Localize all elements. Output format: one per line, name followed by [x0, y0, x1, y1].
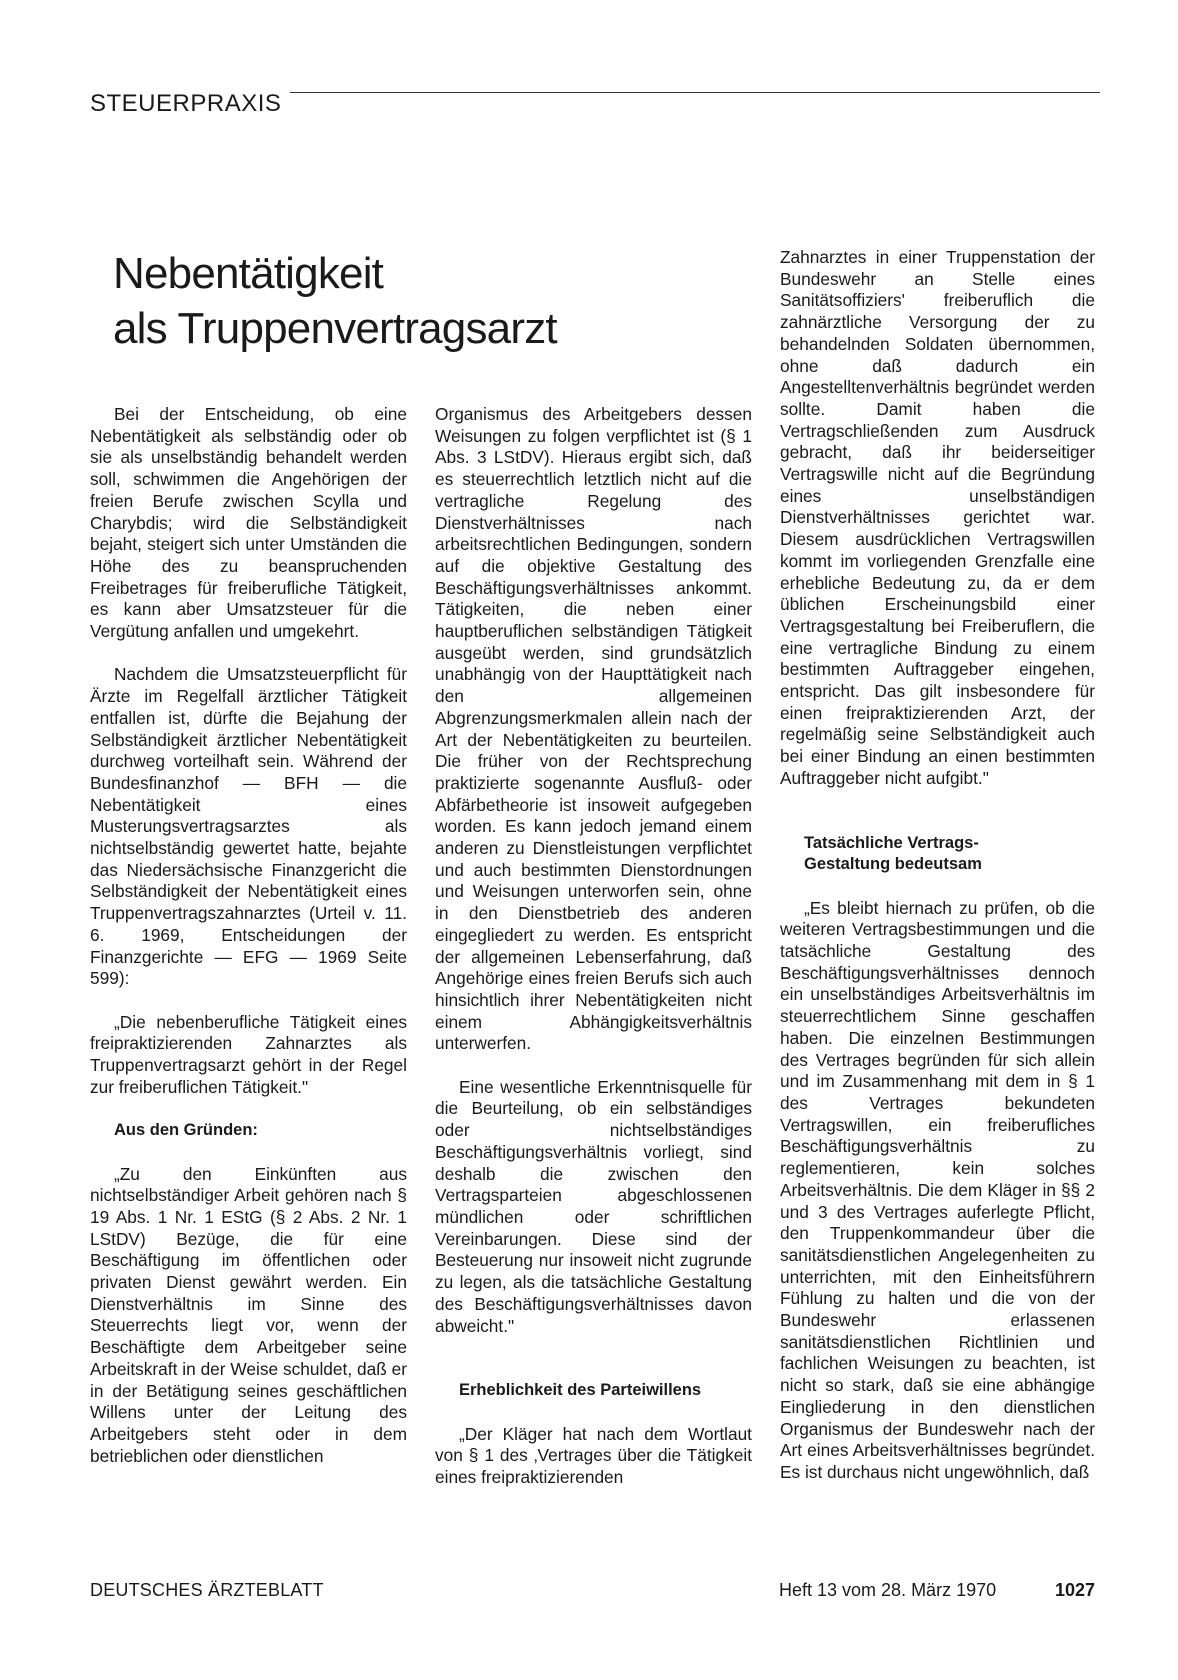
title-line-1: Nebentätigkeit	[113, 249, 384, 298]
page-number: 1027	[1055, 1580, 1096, 1600]
paragraph-spacer	[90, 1098, 407, 1120]
paragraph-spacer	[90, 1142, 407, 1164]
paragraph: „Zu den Einkünften aus nichtselbständiger Arbeit gehören nach § 19 Abs. 1 Nr. 1 EStG (§ 2 Abs. 2 Nr. 1 LStDV) Bezüge, die für eine Beschäftigung im öffentlichen oder privaten Dienst gewährt werden. Ein Dienstverhältnis im Sinne des Steuerrechts liegt vor, wenn der Beschäftigte dem Arbeitgeber seine Arbeitskraft in der Weise schuldet, daß er in der Betätigung seines geschäftlichen Willens unter der Leitung des Arbeitgebers steht oder in dem betrieblichen oder dienstlichen	[90, 1163, 407, 1466]
subheading: Aus den Gründen:	[114, 1121, 258, 1140]
paragraph: „Der Kläger hat nach dem Wortlaut von § 1 des ‚Vertrages über die Tätigkeit eines freipraktizierenden	[435, 1423, 752, 1488]
article-title	[113, 246, 557, 356]
title-line-2: als Truppenvertragsarzt	[113, 304, 557, 353]
paragraph-spacer	[90, 990, 407, 1012]
paragraph-spacer	[435, 1055, 752, 1077]
column-2	[435, 404, 752, 1489]
subheading: Erheblichkeit des Parteiwillens	[459, 1381, 702, 1400]
paragraph: „Es bleibt hiernach zu prüfen, ob die weiteren Vertragsbestimmungen und die tatsächliche Gestaltung des Beschäftigungsverhältnisses dennoch ein unselbständiges Arbeitsverhältnis im steuerrechtlichem Sinne geschaffen haben. Die einzelnen Bestimmungen des Vertrages begründen für sich allein und im Zusammenhang mit dem in § 1 des Vertrages bekundeten Vertragswillen, ein freiberufliches Beschäftigungsverhältnis zu reglementieren, kein solches Arbeitsverhältnis. Die dem Kläger in §§ 2 und 3 des Vertrages auferlegte Pflicht, den Truppenkommandeur über die sanitätsdienstlichen Angelegenheiten zu unterrichten, mit den Einheitsführern Fühlung zu halten und die von der Bundeswehr erlassenen sanitätsdienstlichen Richtlinien und fachlichen Weisungen zu beachten, ist nicht so stark, daß sie eine abhängige Eingliederung in den dienstlichen Organismus der Bundeswehr nach der Art eines Arbeitsverhältnisses begründet. Es ist durchaus nicht ungewöhnlich, daß	[780, 897, 1095, 1482]
paragraph: Zahnarztes in einer Truppenstation der Bundeswehr an Stelle eines Sanitätsoffiziers' freiberuflich die zahnärztliche Versorgung der zu behandelnden Soldaten übernommen, ohne daß dadurch ein Angestelltenverhältnis begründet werden sollte. Damit haben die Vertragschließenden zum Ausdruck gebracht, daß ihr beiderseitiger Vertragswille nicht auf die Begründung eines unselbständigen Dienstverhältnisses gerichtet war. Diesem ausdrücklichen Vertragswillen kommt im vorliegenden Grenzfalle eine erhebliche Bedeutung zu, da er dem üblichen Erscheinungsbild einer Vertragsgestaltung bei Freiberuflern, die eine vertragliche Bindung zu einem bestimmten Auftraggeber eingehen, entspricht. Das gilt insbesondere für einen freipraktizierenden Arzt, der regelmäßig seine Selbständigkeit auch bei einer Bindung an einen bestimmten Auftraggeber nicht aufgibt."	[780, 247, 1095, 788]
paragraph-spacer	[435, 1337, 752, 1380]
paragraph-spacer	[780, 876, 1095, 898]
quote-paragraph: „Die nebenberufliche Tätigkeit eines freipraktizierenden Zahnarztes als Truppenvertragsarzt gehört in der Regel zur freiberuflichen Tätigkeit."	[90, 1011, 407, 1097]
section-label: STEUERPRAXIS	[90, 90, 282, 117]
subheading-line-2: Gestaltung bedeutsam	[804, 855, 982, 874]
paragraph: Bei der Entscheidung, ob eine Nebentätigkeit als selbständig oder ob sie als unselbständig behandelt werden soll, schwimmen die Angehörigen der freien Berufe zwischen Scylla und Charybdis; wird die Selbständigkeit bejaht, steigert sich unter Umständen die Höhe des zu beanspruchenden Freibetrages für freiberufliche Tätigkeit, es kann aber Umsatzsteuer für die Vergütung anfallen und umgekehrt.	[90, 404, 407, 642]
paragraph-spacer	[780, 790, 1095, 833]
column-3	[780, 247, 1095, 1484]
paragraph: Organismus des Arbeitgebers dessen Weisungen zu folgen verpflichtet ist (§ 1 Abs. 3 LStDV). Hieraus ergibt sich, daß es steuerrechtlich letztlich nicht auf die vertragliche Regelung des Dienstverhältnisses nach arbeitsrechtlichen Bedingungen, sondern auf die objektive Gestaltung des Beschäftigungsverhältnisses ankommt. Tätigkeiten, die neben einer hauptberuflichen selbständigen Tätigkeit ausgeübt werden, sind grundsätzlich unabhängig von der Haupttätigkeit nach den allgemeinen Abgrenzungsmerkmalen allein nach der Art der Nebentätigkeiten zu beurteilen. Die früher von der Rechtsprechung praktizierte sogenannte Ausfluß- oder Abfärbetheorie ist insoweit aufgegeben worden. Es kann jedoch jemand einem anderen zu Dienstleistungen verpflichtet und auch bestimmten Dienstordnungen und Weisungen unterworfen sein, ohne in den Dienstbetrieb des anderen eingegliedert zu werden. Es entspricht der allgemeinen Lebenserfahrung, daß Angehörige eines freien Berufs sich auch hinsichtlich ihrer Nebentätigkeiten nicht einem Abhängigkeitsverhältnis unterwerfen.	[435, 404, 752, 1054]
header-rule	[290, 92, 1100, 93]
publication-name: DEUTSCHES ÄRZTEBLATT	[90, 1580, 324, 1600]
paragraph: Nachdem die Umsatzsteuerpflicht für Ärzte im Regelfall ärztlicher Tätigkeit entfallen ist, dürfte die Bejahung der Selbständigkeit ärztlicher Nebentätigkeit durchweg vorteilhaft sein. Während der Bundesfinanzhof — BFH — die Nebentätigkeit eines Musterungsvertragsarztes als nichtselbständig gewertet hatte, bejahte das Niedersächsische Finanzgericht die Selbständigkeit der Nebentätigkeit eines Truppenvertragszahnarztes (Urteil v. 11. 6. 1969, Entscheidungen der Finanzgerichte — EFG — 1969 Seite 599):	[90, 664, 407, 989]
paragraph-spacer	[90, 643, 407, 665]
column-1	[90, 404, 407, 1467]
issue-info: Heft 13 vom 28. März 1970	[779, 1580, 997, 1600]
subheading-line-1: Tatsächliche Vertrags-	[804, 833, 979, 852]
subheading	[780, 833, 1095, 876]
paragraph-spacer	[435, 1402, 752, 1424]
paragraph: Eine wesentliche Erkenntnisquelle für die Beurteilung, ob ein selbständiges oder nichtselbständiges Beschäftigungsverhältnis vorliegt, sind deshalb die zwischen den Vertragsparteien abgeschlossenen mündlichen oder schriftlichen Vereinbarungen. Diese sind der Besteuerung nur insoweit nicht zugrunde zu legen, als die tatsächliche Gestaltung des Beschäftigungsverhältnisses davon abweicht."	[435, 1076, 752, 1336]
